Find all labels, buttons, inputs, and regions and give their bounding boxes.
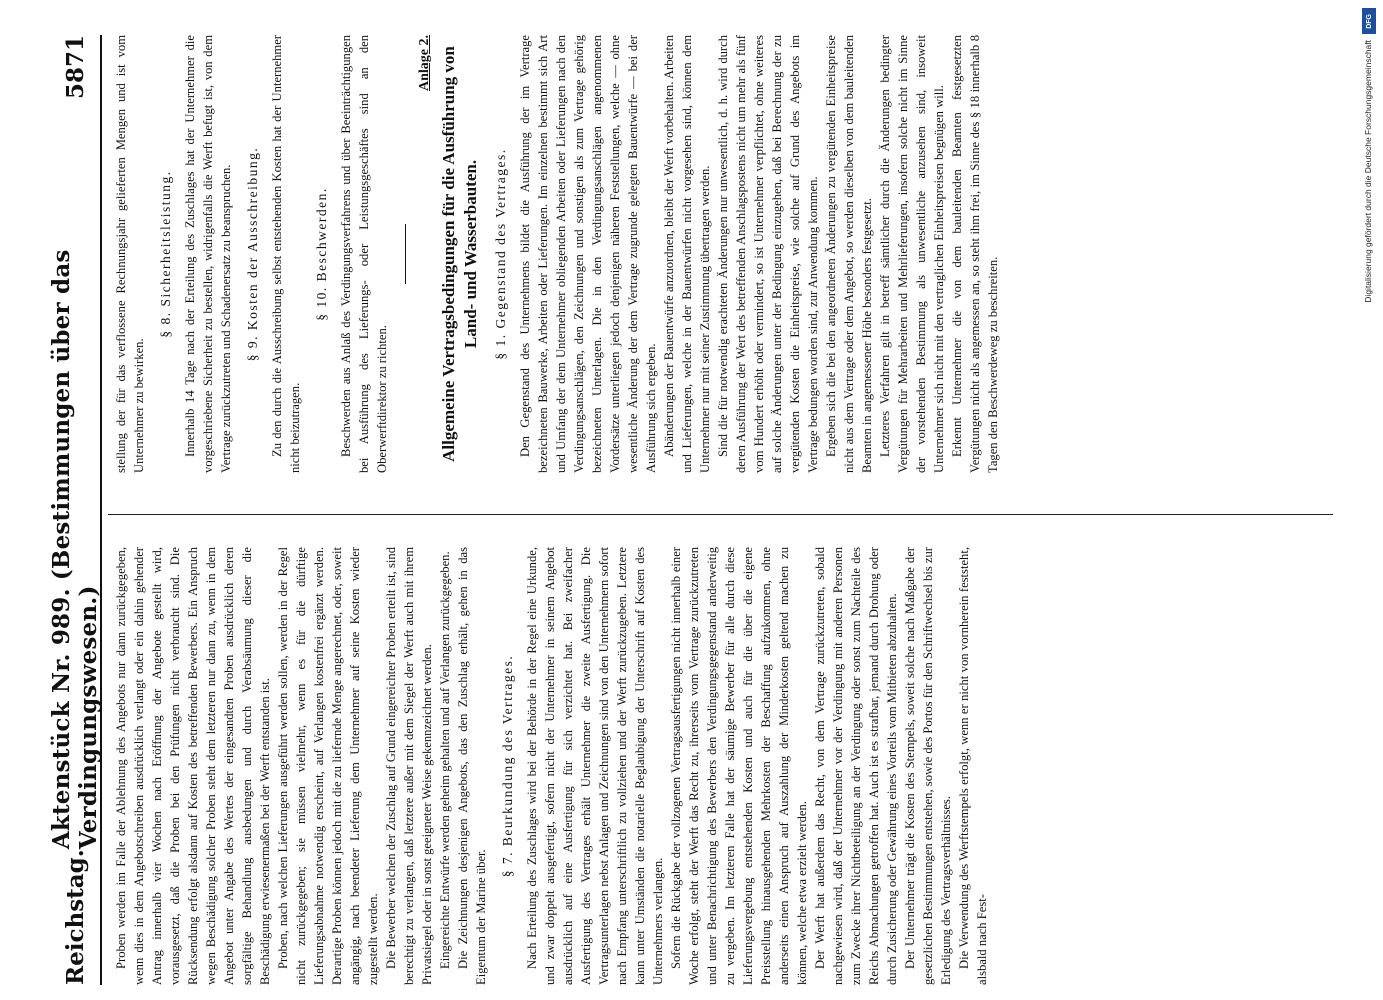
- paragraph: Sind die für notwendig erachteten Änderungen nur unwesentlich, d. h. wird durch deren Ausführung der Wert des betreffenden Anschlagspostens nicht um mehr als fünf vom Hundert erhöht oder vermindert, so ist Unternehmer verpflichtet, ohne weiteres auf solche Änderungen unter der Bedingung einzugehen, daß bei Berechnung der zu vergütenden Kosten die Einheitspreise, wie solche auf Grund des Angebots im Vertrage bedungen worden sind, zur Anwendung kommen.: [716, 35, 820, 473]
- annex-title: Allgemeine Vertragsbedingungen für die Ausführung von Land- und Wasserbauten.: [439, 46, 480, 462]
- digitization-note-text: Digitalisierung gefördert durch die Deutsche Forschungsgemeinschaft: [1363, 40, 1373, 303]
- section-heading: § 8. Sicherheitsleistung.: [158, 170, 173, 338]
- section-heading: § 7. Beurkundung des Vertrages.: [500, 654, 515, 878]
- dfg-logo-icon: [1362, 8, 1376, 34]
- paragraph: Eingereichte Entwürfe werden geheim gehalten und auf Verlangen zurückgegeben.: [438, 551, 452, 969]
- separator-rule: [405, 224, 406, 284]
- column-divider: [108, 514, 1333, 515]
- paragraph: Sofern die Rückgabe der vollzogenen Vertragsausfertigungen nicht innerhalb einer Woche erfolgt, steht der Werft das Recht zu, ihrerseits vom Vertrage zurückzutreten und unter Benachrichtigung des Bewerbers den Verdingungsgegenstand anderweitig zu vergeben. Im letzteren Falle hat der säumige Bewerber für alle durch diese Lieferungsvergebung entstehenden Kosten und auch für die über die eigene Preisstellung hinausgehenden Mehrkosten der Beschaffung aufzukommen, ohne anderseits einen Anspruch auf Auszahlung der Minderkosten geltend machen zu können, welche etwa erzielt werden.: [669, 547, 809, 985]
- page-header: [50, 35, 102, 985]
- paragraph: Die Bewerber welchen der Zuschlag auf Grund eingereichter Proben erteilt ist, sind berechtigt zu verlangen, daß letztere außer mit dem Siegel der Werft auch mit ihrem Privatsiegel oder in sonst geeigneter Weise gekennzeichnet werden.: [384, 547, 434, 985]
- paragraph: Innerhalb 14 Tage nach der Erteilung des Zuschlages hat der Unternehmer die vorgeschriebene Sicherheit zu bestellen, widrigenfalls die Werft befugt ist, von dem Vertrage zurückzutreten und Schadenersatz zu beanspruchen.: [183, 35, 233, 473]
- paragraph: Proben, nach welchen Lieferungen ausgeführt werden sollen, werden in der Regel nicht zurückgegeben; sie müssen vielmehr, wenn es für die dürftige Lieferungsabnahme notwendig erscheint, auf Verlangen kostenfrei ergänzt werden. Derartige Proben können jedoch mit die zu liefernde Menge angerechnet, oder, soweit angängig, nach beendeter Lieferung dem Unternehmer auf seine Kosten wieder zugestellt werden.: [276, 547, 380, 985]
- header-left: Reichstag.: [61, 849, 89, 985]
- dfg-logo-text: DFG: [1365, 13, 1373, 29]
- paragraph: Der Werft hat außerdem das Recht, von dem Vertrage zurückzutreten, sobald nachgewiesen wird, daß der Unternehmer vor der Verdingung mit anderen Personen zum Zwecke ihrer Nichtbeteiligung an der Verdingung oder sonst zum Nachteile des Reichs Abmachungen getroffen hat. Auch ist es strafbar, jemand durch Drohung oder durch Zusicherung oder Gewährung eines Vorteils vom Mitbieten abzuhalten.: [813, 547, 899, 985]
- paragraph: Letzteres Verfahren gilt in betreff sämtlicher durch die Änderungen bedingter Vergütungen für Mehrarbeiten und Mehrlieferungen, insofern solche nicht im Sinne der vorstehenden Bestimmung als unwesentliche anzusehen sind, insoweit Unternehmer sich nicht mit den vertraglichen Einheitspreisen begnügen will.: [878, 35, 946, 473]
- paragraph: Abänderungen der Bauentwürfe anzuordnen, bleibt der Werft vorbehalten. Arbeiten und Lieferungen, welche in der Bauentwürfen nicht vorgesehen sind, können dem Unternehmer nur mit seiner Zustimmung übertragen werden.: [662, 35, 712, 473]
- header-title: Aktenstück Nr. 989. (Bestimmungen über das Verdingungswesen.): [48, 249, 102, 850]
- paragraph: Erkennt Unternehmer die von dem bauleitenden Beamten festgesetzten Vergütungen nicht als angemessen an, so steht ihm frei, im Sinne des § 18 innerhalb 8 Tagen den Beschwerdeweg zu beschreiten.: [950, 35, 1000, 473]
- paragraph: stellung der für das verflossene Rechnungsjahr gelieferten Mengen und ist vom Unternehmer zu bewirken.: [114, 35, 146, 473]
- page-number: 5871: [61, 35, 89, 100]
- paragraph: Proben werden im Falle der Ablehnung des Angebots nur dann zurückgegeben, wenn dies in dem Angebotschreiben ausdrücklich verlangt oder ein dahin gehender Antrag innerhalb vier Wochen nach Eröffnung der Angebote gestellt wird, vorausgesetzt, daß die Proben bei den Prüfungen nicht verbraucht sind. Die Rücksendung erfolgt alsdann auf Kosten des betreffenden Bewerbers. Ein Anspruch wegen Beschädigung solcher Proben steht dem letzteren nur dann zu, wenn in dem Angebot unter Angabe des Wertes der eingesandten Proben ausdrücklich deren sorgfältige Behandlung ausbedungen und durch Verabsäumung dieser die Beschädigung erwiesenermaßen bei der Werft entstanden ist.: [114, 547, 272, 985]
- paragraph: Beschwerden aus Anlaß des Verdingungsverfahrens und über Beeinträchtigungen bei Ausführung des Lieferungs- oder Leistungsgeschäftes sind an den Oberwerftdirektor zu richten.: [339, 35, 389, 473]
- right-column: [112, 35, 1002, 473]
- section-heading: § 9. Kosten der Ausschreibung.: [245, 146, 260, 362]
- paragraph: Ergeben sich die bei den angeordneten Änderungen zu vergütenden Einheitspreise nicht aus dem Vertrage oder dem Angebot, so werden dieselben von dem bauleitenden Beamten in angemessener Höhe besonders festgesetzt.: [824, 35, 874, 473]
- annex-label: Anlage 2.: [417, 35, 432, 91]
- paragraph: Zu den durch die Ausschreibung selbst entstehenden Kosten hat der Unternehmer nicht beizutragen.: [270, 35, 302, 473]
- paragraph: Die Verwendung des Werftstempels erfolgt, wenn er nicht von vornherein feststeht, alsbald nach Fest-: [957, 547, 989, 985]
- left-column: [112, 547, 991, 985]
- paragraph: Den Gegenstand des Unternehmens bildet die Ausführung der im Vertrage bezeichneten Bauwerke, Arbeiten oder Lieferungen. Im einzelnen bestimmt sich Art und Umfang der dem Unternehmer obliegenden Arbeiten oder Lieferungen nach den Verdingungsanschlägen, den Zeichnungen und sonstigen als zum Vertrage gehörig bezeichneten Unterlagen. Die in den Verdingungsanschlägen angenommenen Vordersätze unterliegen jedoch denjenigen näheren Feststellungen, welche — ohne wesentliche Änderung der dem Vertrage zugrunde gelegten Bauentwürfe — bei der Ausführung sich ergeben.: [518, 35, 658, 473]
- section-heading: § 10. Beschwerden.: [314, 187, 329, 321]
- paragraph: Die Zeichnungen desjenigen Angebots, das den Zuschlag erhält, gehen in das Eigentum der Marine über.: [456, 547, 488, 985]
- paragraph: Nach Erteilung des Zuschlages wird bei der Behörde in der Regel eine Urkunde, und zwar doppelt ausgefertigt, sofern nicht der Unternehmer in seinem Angebot ausdrücklich auf eine Ausfertigung für sich verzichtet hat. Bei zweifacher Ausfertigung des Vertrages erhält Unternehmer die zweite Ausfertigung. Die Vertragsunterlagen nebst Anlagen und Zeichnungen sind von den Unternehmern sofort nach Empfang unterschriftlich zu vollziehen und der Werft zurückzugeben. Letztere kann unter Umständen die notarielle Beglaubigung der Unterschrift auf Kosten des Unternehmers verlangen.: [525, 547, 665, 985]
- paragraph: Der Unternehmer trägt die Kosten des Stempels, soweit solche nach Maßgabe der gesetzlichen Bestimmungen entstehen, sowie des Portos für den Schriftwechsel bis zur Erledigung des Vertragsverhältnisses.: [903, 547, 953, 985]
- section-heading: § 1. Gegenstand des Vertrages.: [493, 148, 508, 360]
- digitization-note: [1360, 40, 1376, 720]
- rotated-document-page: [50, 35, 1340, 985]
